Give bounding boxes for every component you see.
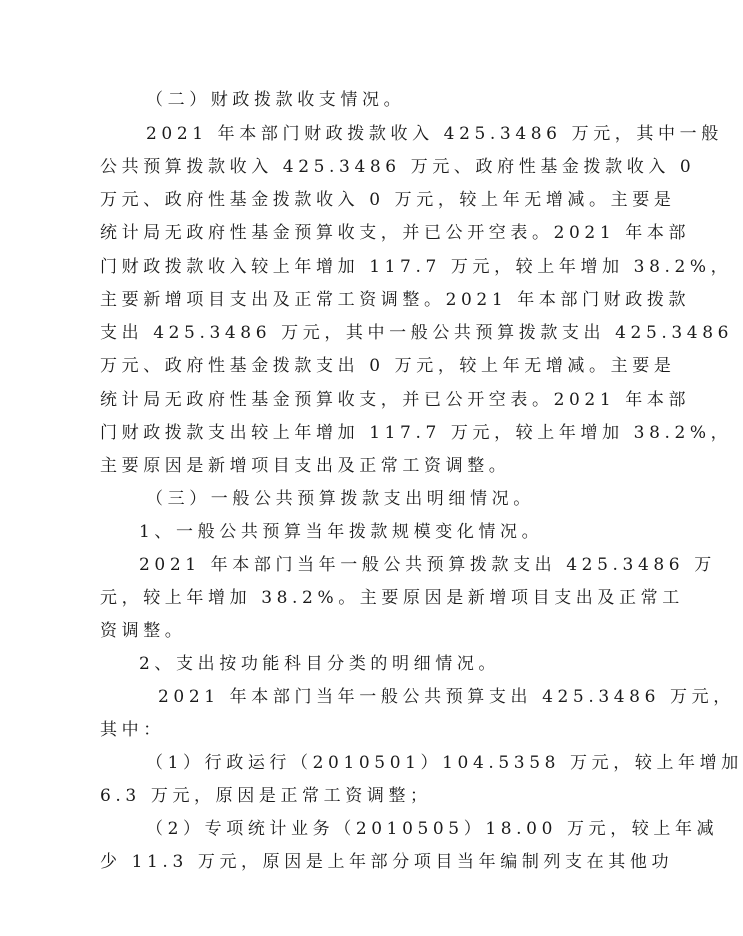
paragraph-line: 万元、政府性基金拨款支出 0 万元，较上年无增减。主要是 [100, 356, 676, 376]
paragraph-line: 支出 425.3486 万元，其中一般公共预算拨款支出 425.3486 [100, 323, 734, 343]
list-item-administrative-operation: （1）行政运行（2010501）104.5358 万元，较上年增加 [146, 753, 743, 773]
subheading-scale-change: 1、一般公共预算当年拨款规模变化情况。 [139, 522, 544, 542]
paragraph-line: 主要新增项目支出及正常工资调整。2021 年本部门财政拨款 [100, 290, 691, 310]
subheading-functional-classification: 2、支出按功能科目分类的明细情况。 [139, 654, 501, 674]
section-heading-fiscal-appropriation: （二）财政拨款收支情况。 [146, 90, 406, 110]
paragraph-line: 统计局无政府性基金预算收支，并已公开空表。2021 年本部 [100, 390, 691, 410]
paragraph-line: 2021 年本部门当年一般公共预算支出 425.3486 万元， [158, 687, 735, 707]
paragraph-line: 其中： [100, 720, 165, 740]
paragraph-line: 公共预算拨款收入 425.3486 万元、政府性基金拨款收入 0 [100, 157, 696, 177]
list-item-special-statistics: （2）专项统计业务（2010505）18.00 万元，较上年减 [146, 819, 719, 839]
paragraph-line: 主要原因是新增项目支出及正常工资调整。 [100, 456, 511, 476]
paragraph-line: 统计局无政府性基金预算收支，并已公开空表。2021 年本部 [100, 223, 691, 243]
paragraph-line: 资调整。 [100, 621, 187, 641]
section-heading-general-budget-detail: （三）一般公共预算拨款支出明细情况。 [146, 489, 535, 509]
paragraph-line: 少 11.3 万元，原因是上年部分项目当年编制列支在其他功 [100, 852, 674, 872]
paragraph-line: 2021 年本部门当年一般公共预算拨款支出 425.3486 万 [139, 555, 716, 575]
paragraph-line: 门财政拨款支出较上年增加 117.7 万元，较上年增加 38.2%， [100, 423, 733, 443]
paragraph-line: 2021 年本部门财政拨款收入 425.3486 万元，其中一般 [146, 124, 723, 144]
paragraph-line: 6.3 万元，原因是正常工资调整； [100, 786, 432, 806]
paragraph-line: 元，较上年增加 38.2%。主要原因是新增项目支出及正常工 [100, 588, 684, 608]
paragraph-line: 门财政拨款收入较上年增加 117.7 万元，较上年增加 38.2%， [100, 257, 733, 277]
paragraph-line: 万元、政府性基金拨款收入 0 万元，较上年无增减。主要是 [100, 190, 676, 210]
